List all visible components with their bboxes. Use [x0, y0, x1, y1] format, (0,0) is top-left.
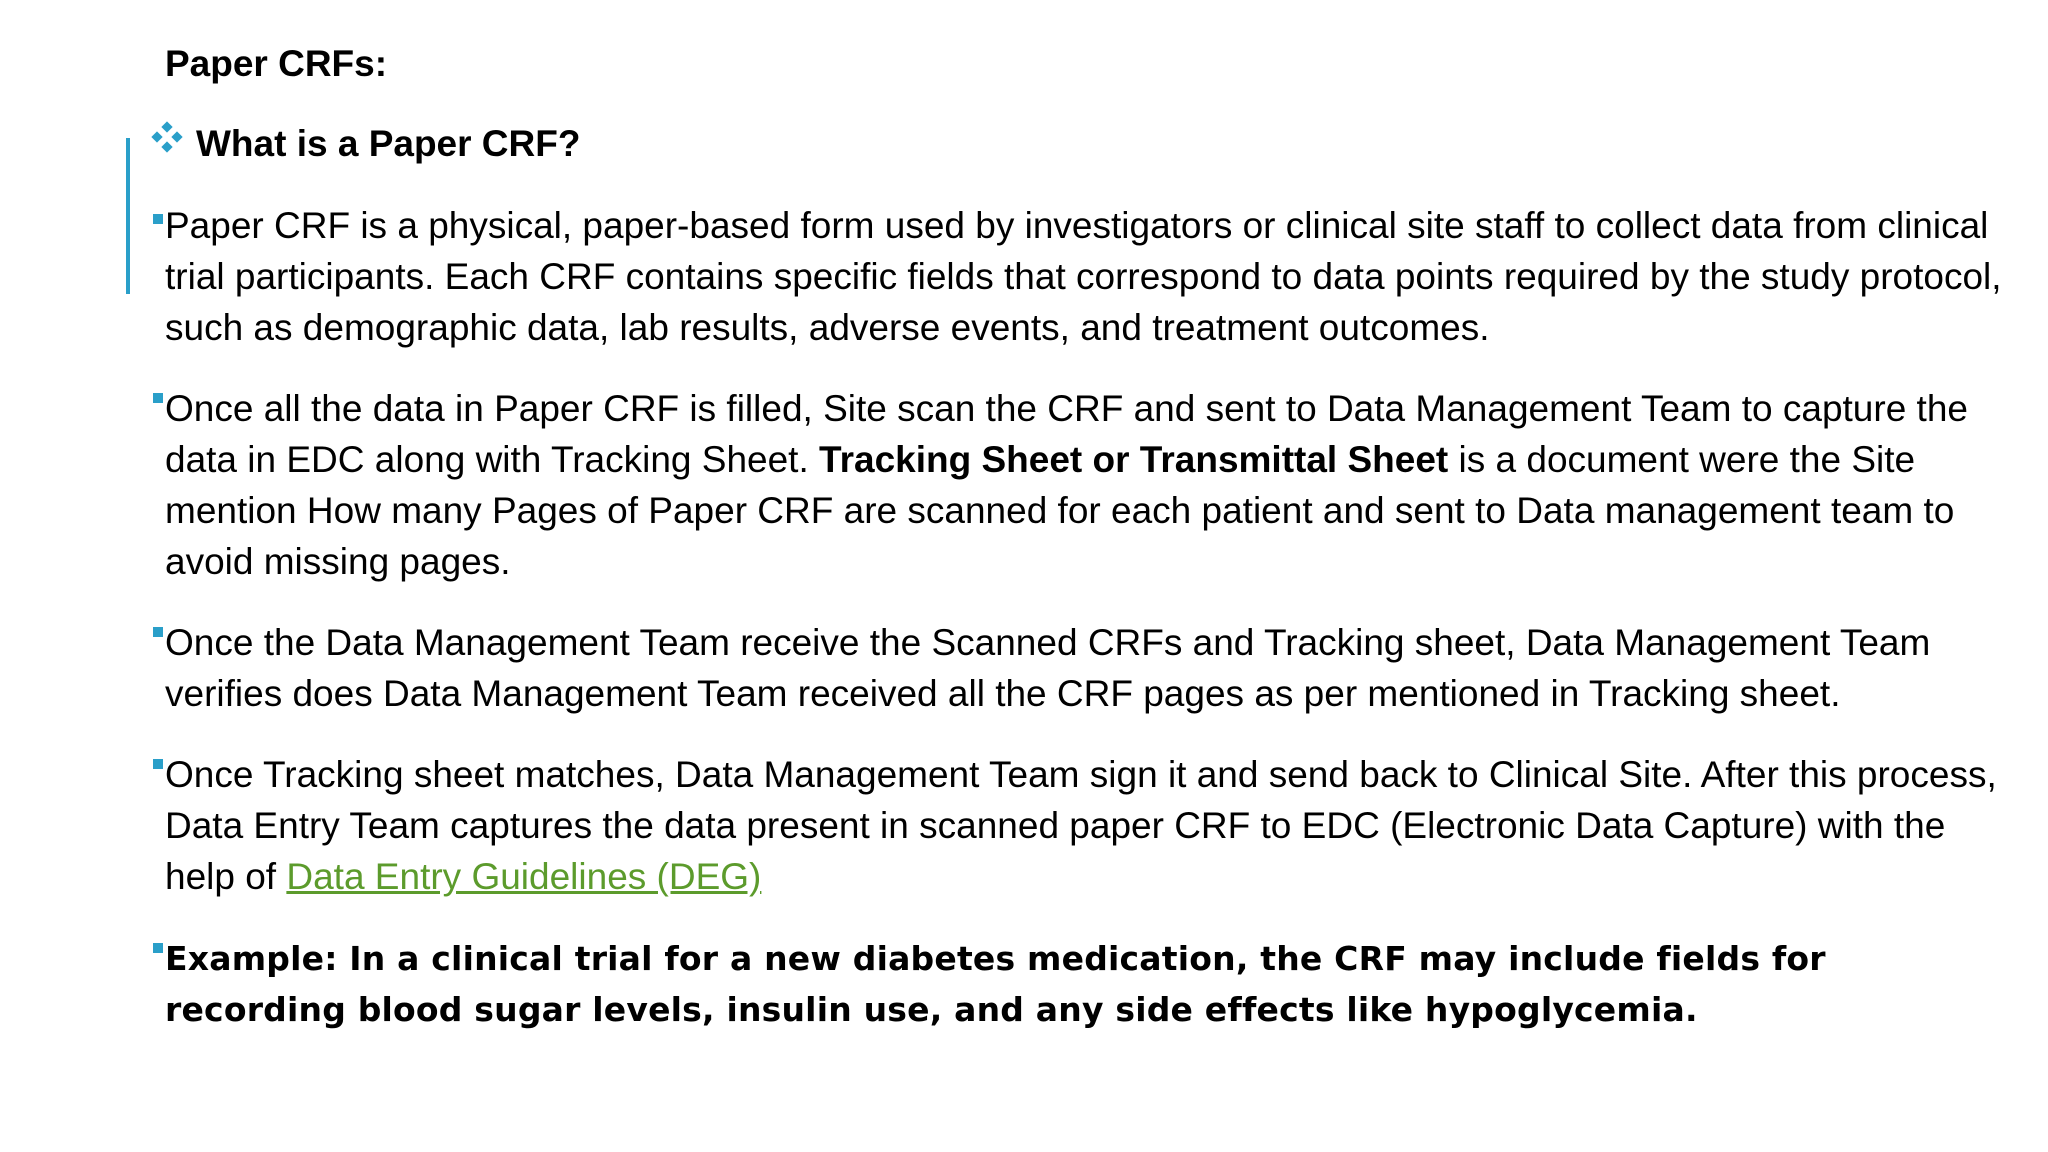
four-diamond-icon: [152, 122, 182, 152]
square-bullet-icon: [153, 759, 163, 769]
paragraph-example: [165, 933, 2015, 1035]
paragraph-definition-text: Paper CRF is a physical, paper-based form used by investigators or clinical site staff to collect data from clinical trial participants. Each CRF contains specific fields that correspond to data points required by the study protocol, such as demographic data, lab results, adverse events, and treatment outcomes.: [165, 205, 2002, 348]
paragraph-scan-text-end: is a document were the Site mention How many Pages of Paper CRF are scanned for each patient and sent to Data management team to avoid missing pages.: [165, 439, 1955, 582]
square-bullet-icon: [153, 214, 163, 224]
paragraph-definition: [165, 200, 2015, 353]
question-row: [152, 118, 580, 170]
paragraph-scan-text-start: Once all the data in Paper CRF is filled, Site scan the CRF and sent to Data Management Team to capture the data in EDC along with Tracking Sheet.: [165, 388, 1968, 480]
square-bullet-icon: [153, 943, 163, 953]
deg-link[interactable]: Data Entry Guidelines (DEG): [286, 856, 762, 897]
paragraph-scan-process: [165, 383, 2015, 587]
accent-bar: [126, 138, 130, 294]
paragraph-verification: [165, 617, 2015, 719]
paragraph-data-entry-text: Once Tracking sheet matches, Data Management Team sign it and send back to Clinical Site. After this process, Data Entry Team captures the data present in scanned paper CRF to EDC (Electronic Data Capture) with the help of: [165, 754, 1997, 897]
paragraph-data-entry: [165, 749, 2015, 902]
paragraph-verification-text: Once the Data Management Team receive the Scanned CRFs and Tracking sheet, Data Management Team verifies does Data Management Team received all the CRF pages as per mentioned in Tracking sheet.: [165, 622, 1931, 714]
section-question: What is a Paper CRF?: [196, 123, 581, 164]
tracking-sheet-term: Tracking Sheet or Transmittal Sheet: [819, 439, 1449, 480]
square-bullet-icon: [153, 393, 163, 403]
square-bullet-icon: [153, 627, 163, 637]
slide-title: Paper CRFs:: [165, 43, 388, 84]
paragraph-example-text: Example: In a clinical trial for a new diabetes medication, the CRF may include fields for recording blood sugar levels, insulin use, and any side effects like hypoglycemia.: [165, 939, 1826, 1029]
